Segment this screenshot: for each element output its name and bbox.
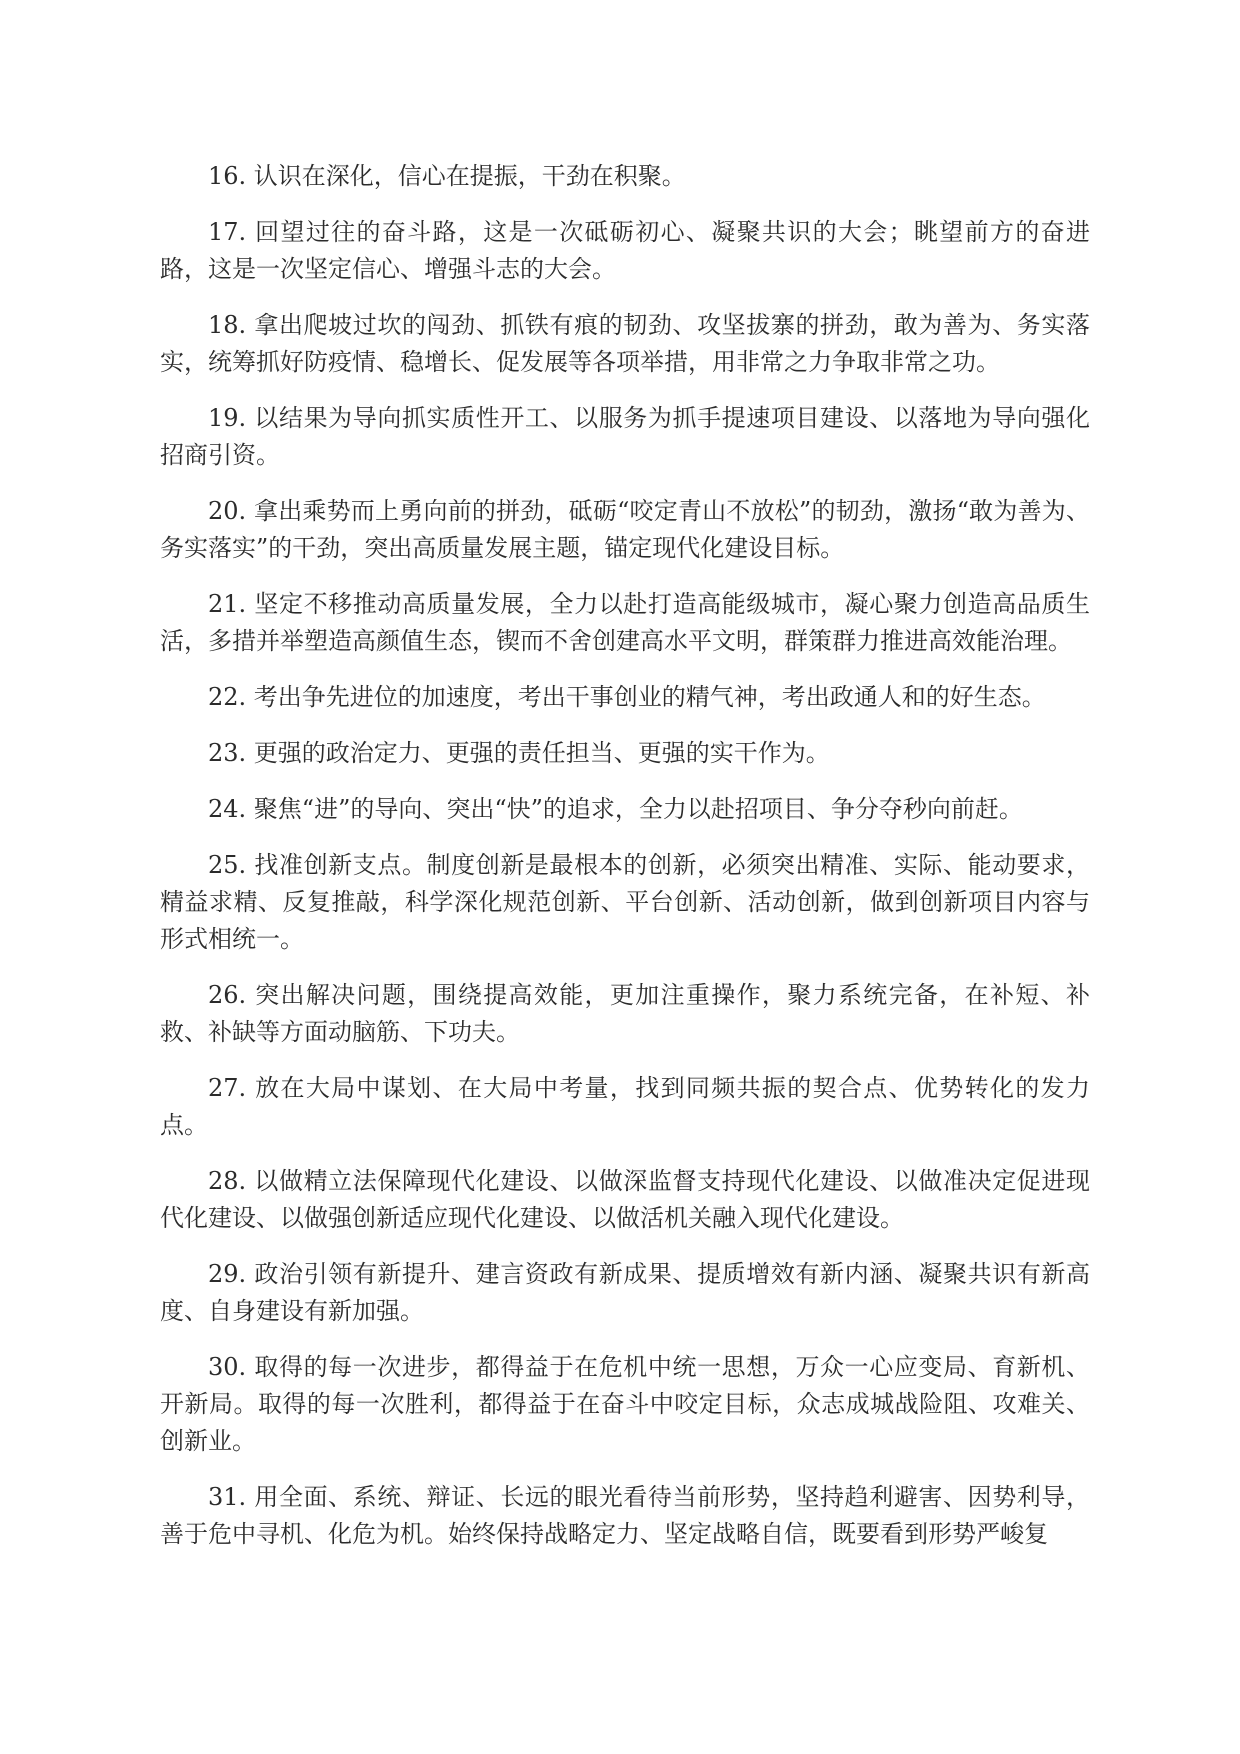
paragraph-31: 31. 用全面、系统、辩证、长远的眼光看待当前形势，坚持趋利避害、因势利导，善于危中寻机、化危为机。始终保持战略定力、坚定战略自信，既要看到形势严峻复 xyxy=(160,1483,1090,1548)
paragraph-25: 25. 找准创新支点。制度创新是最根本的创新，必须突出精准、实际、能动要求，精益求精、反复推敲，科学深化规范创新、平台创新、活动创新，做到创新项目内容与形式相统一。 xyxy=(160,851,1090,953)
paragraph-21: 21. 坚定不移推动高质量发展，全力以赴打造高能级城市，凝心聚力创造高品质生活，多措并举塑造高颜值生态，锲而不舍创建高水平文明，群策群力推进高效能治理。 xyxy=(160,590,1090,655)
paragraph-28: 28. 以做精立法保障现代化建设、以做深监督支持现代化建设、以做准决定促进现代化建设、以做强创新适应现代化建设、以做活机关融入现代化建设。 xyxy=(160,1167,1090,1232)
paragraph-22: 22. 考出争先进位的加速度，考出干事创业的精气神，考出政通人和的好生态。 xyxy=(208,683,1046,711)
paragraph-30: 30. 取得的每一次进步，都得益于在危机中统一思想，万众一心应变局、育新机、开新局。取得的每一次胜利，都得益于在奋斗中咬定目标，众志成城战险阻、攻难关、创新业。 xyxy=(160,1353,1090,1455)
paragraph-20: 20. 拿出乘势而上勇向前的拼劲，砥砺“咬定青山不放松”的韧劲，激扬“敢为善为、务实落实”的干劲，突出高质量发展主题，锚定现代化建设目标。 xyxy=(160,497,1090,562)
paragraph-19: 19. 以结果为导向抓实质性开工、以服务为抓手提速项目建设、以落地为导向强化招商引资。 xyxy=(160,404,1090,469)
document-page xyxy=(160,158,1090,1572)
paragraph-24: 24. 聚焦“进”的导向、突出“快”的追求，全力以赴招项目、争分夺秒向前赶。 xyxy=(208,795,1023,823)
paragraph-23: 23. 更强的政治定力、更强的责任担当、更强的实干作为。 xyxy=(208,739,830,767)
paragraph-16: 16. 认识在深化，信心在提振，干劲在积聚。 xyxy=(208,162,686,190)
paragraph-26: 26. 突出解决问题，围绕提高效能，更加注重操作，聚力系统完备，在补短、补救、补缺等方面动脑筋、下功夫。 xyxy=(160,981,1090,1046)
paragraph-27: 27. 放在大局中谋划、在大局中考量，找到同频共振的契合点、优势转化的发力点。 xyxy=(160,1074,1090,1139)
paragraph-17: 17. 回望过往的奋斗路，这是一次砥砺初心、凝聚共识的大会；眺望前方的奋进路，这是一次坚定信心、增强斗志的大会。 xyxy=(160,218,1090,283)
paragraph-29: 29. 政治引领有新提升、建言资政有新成果、提质增效有新内涵、凝聚共识有新高度、自身建设有新加强。 xyxy=(160,1260,1090,1325)
paragraph-18: 18. 拿出爬坡过坎的闯劲、抓铁有痕的韧劲、攻坚拔寨的拼劲，敢为善为、务实落实，统筹抓好防疫情、稳增长、促发展等各项举措，用非常之力争取非常之功。 xyxy=(160,311,1090,376)
